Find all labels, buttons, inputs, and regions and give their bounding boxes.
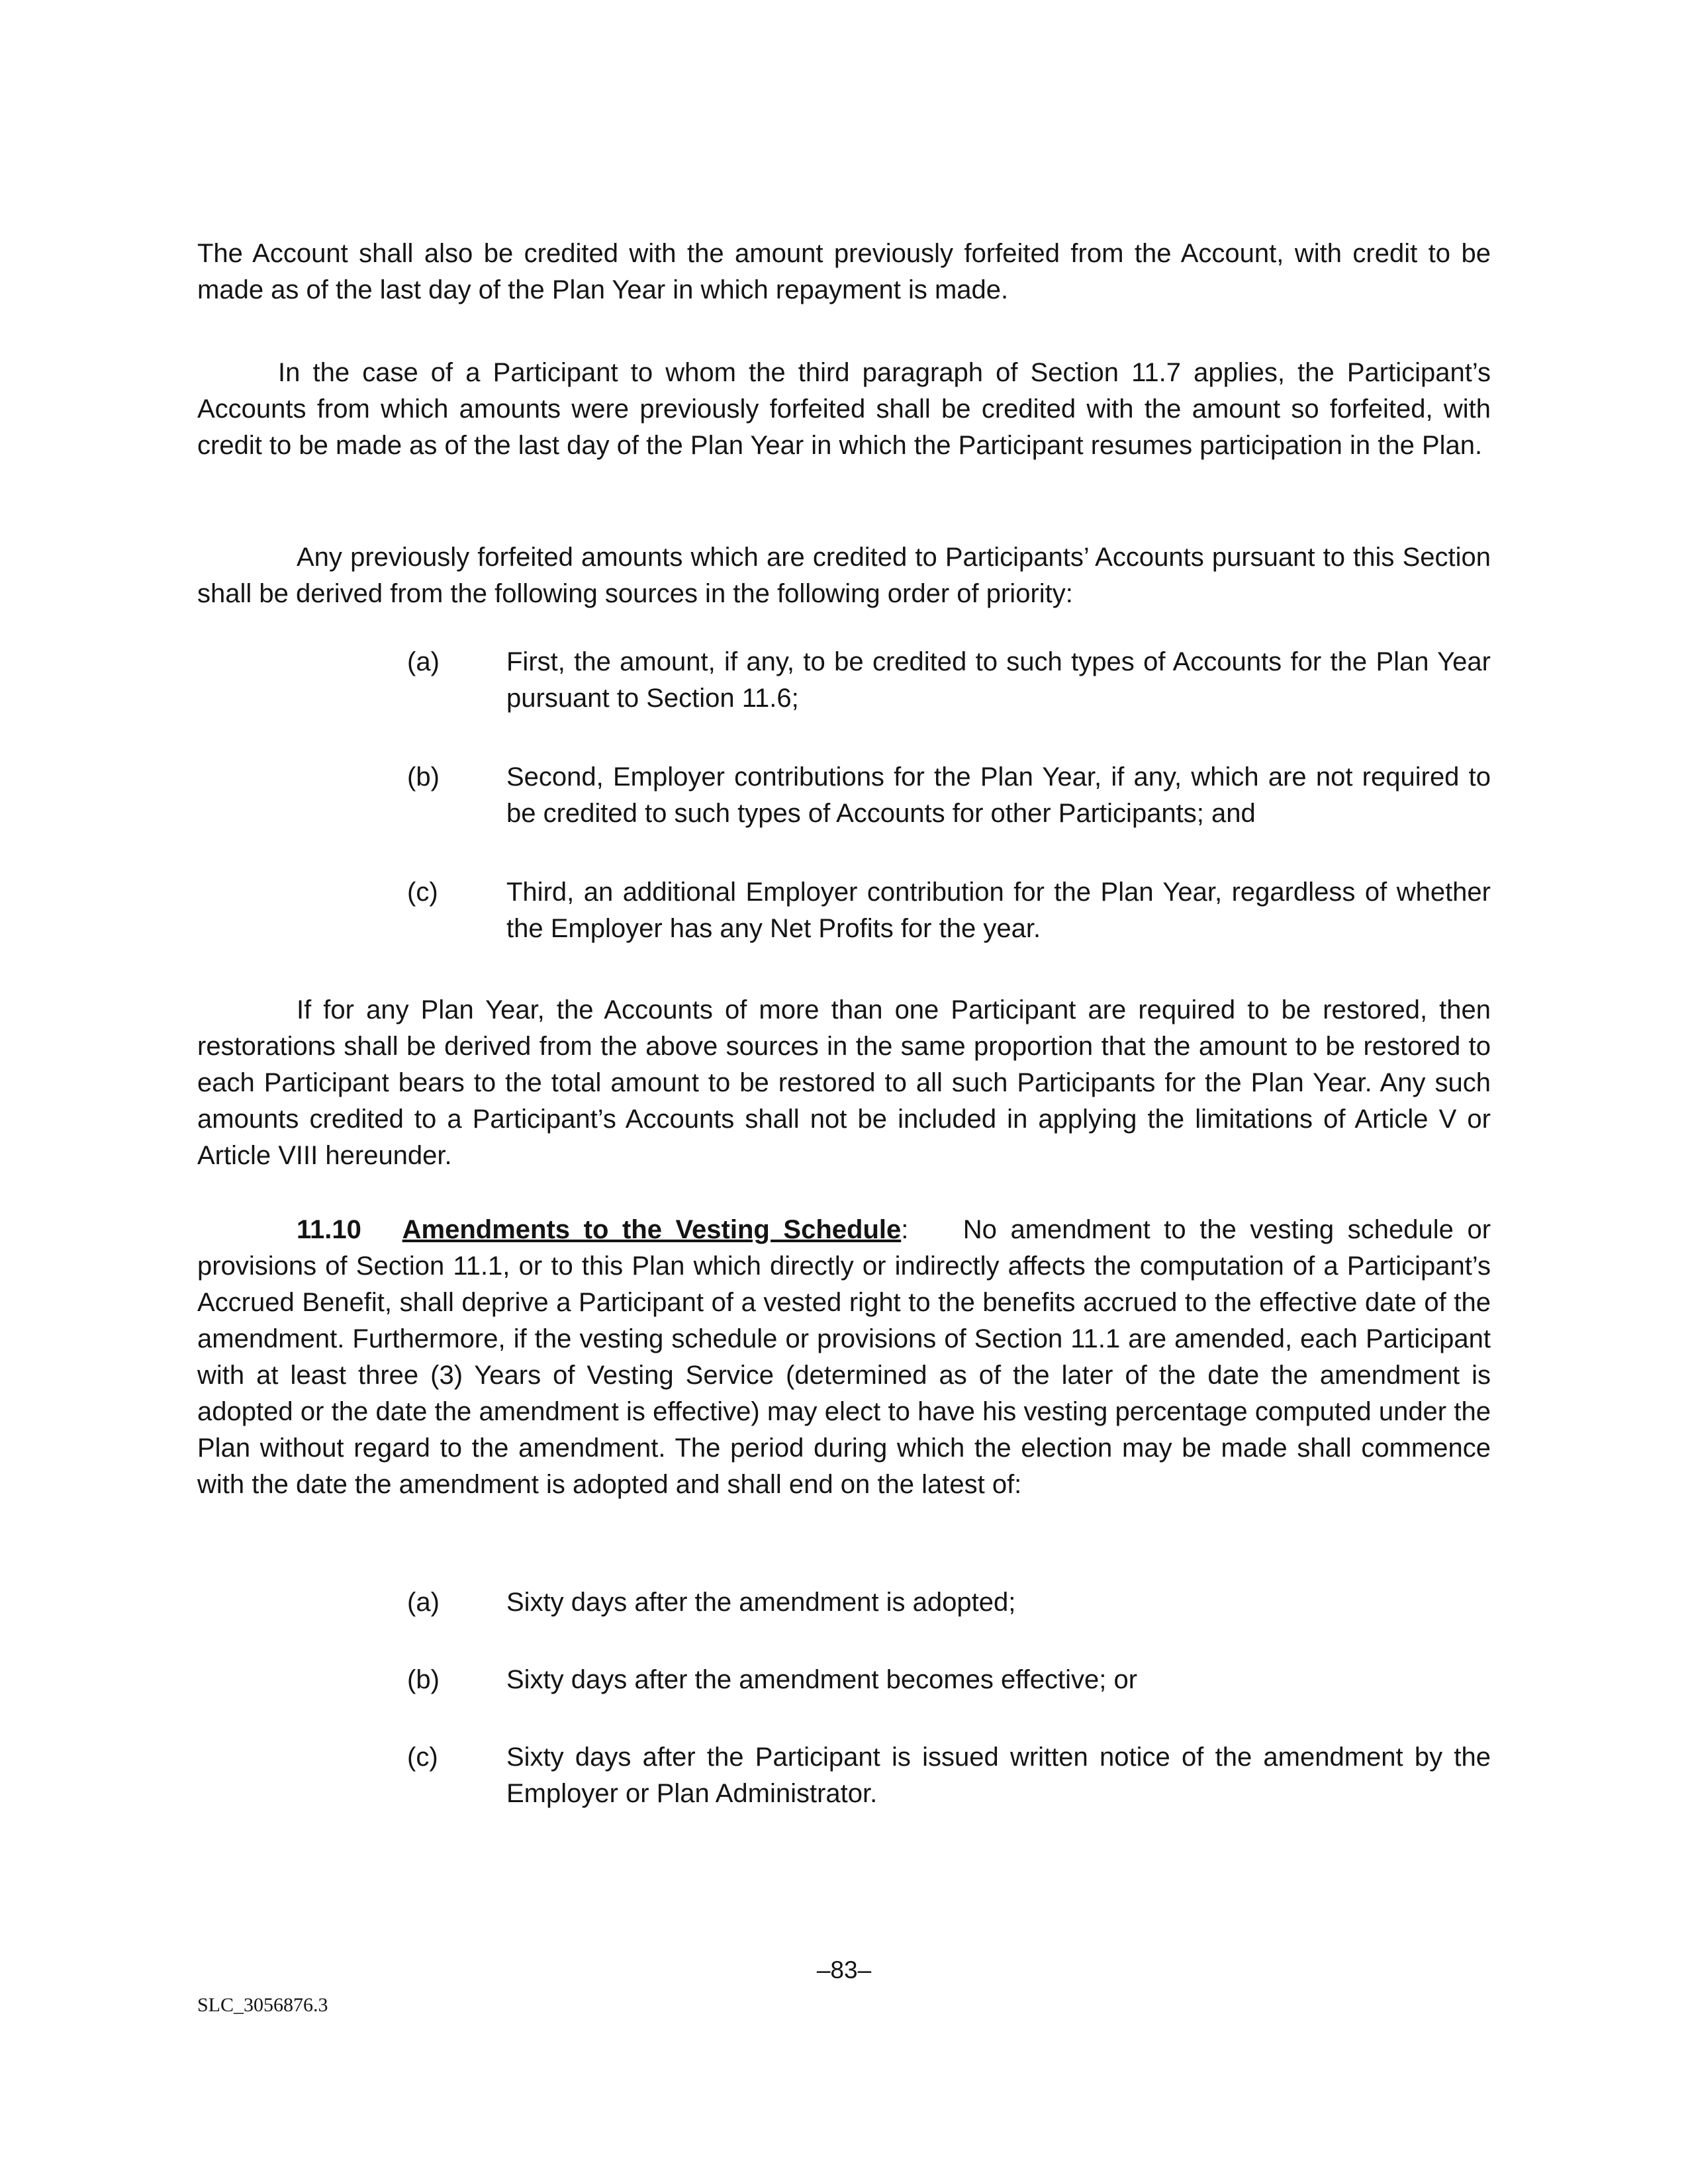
list-item-text: Sixty days after the Participant is issued written notice of the amendment by the Employer or Plan Administrator. bbox=[506, 1743, 1491, 1808]
section-body: No amendment to the vesting schedule or provisions of Section 11.1, or to this Plan which directly or indirectly affects the computation of a Participant’s Accrued Benefit, shall deprive a Participant of a vested right to the benefits accrued to the effective date of the amendment. Furthermore, if the vesting schedule or provisions of Section 11.1 are amended, each Participant with at least three (3) Years of Vesting Service (determined as of the later of the date the amendment is adopted or the date the amendment is effective) may elect to have his vesting percentage computed under the Plan without regard to the amendment. The period during which the election may be made shall commence with the date the amendment is adopted and shall end on the latest of: bbox=[197, 1215, 1491, 1499]
list-item-text: Second, Employer contributions for the Plan Year, if any, which are not required to be credited to such types of Accounts for other Participants; and bbox=[506, 762, 1491, 828]
list-item-label: (c) bbox=[407, 1743, 438, 1772]
list-item-text: Sixty days after the amendment becomes effective; or bbox=[506, 1665, 1138, 1694]
paragraph-text: The Account shall also be credited with the amount previously forfeited from the Account, with credit to be made as of the last day of the Plan Year in which repayment is made. bbox=[197, 239, 1491, 304]
paragraph-text: In the case of a Participant to whom the third paragraph of Section 11.7 applies, the Participant’s Accounts from which amounts were previously forfeited shall be credited with the amount so forfeited, with credit to be made as of the last day of the Plan Year in which the Participant resumes participation in the Plan. bbox=[197, 358, 1491, 460]
paragraph-text: Any previously forfeited amounts which are credited to Participants’ Accounts pursuant to this Section shall be derived from the following sources in the following order of priority: bbox=[197, 543, 1491, 608]
list-item-label: (a) bbox=[407, 647, 440, 676]
document-id: SLC_3056876.3 bbox=[197, 1994, 328, 2016]
paragraph-text: If for any Plan Year, the Accounts of more than one Participant are required to be restored, then restorations shall be derived from the above sources in the same proportion that the amount to be restored to each Participant bears to the total amount to be restored to all such Participants for the Plan Year. Any such amounts credited to a Participant’s Accounts shall not be included in applying the limitations of Article V or Article VIII hereunder. bbox=[197, 995, 1491, 1170]
paragraph-third-paragraph-case bbox=[197, 355, 1491, 464]
paragraph-account-credit bbox=[197, 236, 1491, 308]
list-item-text: First, the amount, if any, to be credited to such types of Accounts for the Plan Year pursuant to Section 11.6; bbox=[506, 647, 1491, 713]
paragraph-text bbox=[197, 1212, 1491, 1503]
section-colon: : bbox=[901, 1215, 909, 1244]
section-title: Amendments to the Vesting Schedule bbox=[402, 1215, 902, 1244]
section-number: 11.10 bbox=[297, 1215, 361, 1244]
list-item-label: (b) bbox=[407, 1665, 440, 1694]
list-item-text: Sixty days after the amendment is adopted; bbox=[506, 1588, 1016, 1617]
page-number: –83– bbox=[816, 1956, 872, 1983]
list-item-text: Third, an additional Employer contribution for the Plan Year, regardless of whether the Employer has any Net Profits for the year. bbox=[506, 878, 1491, 943]
section-11-10 bbox=[197, 1212, 1491, 1503]
list-item-label: (b) bbox=[407, 762, 440, 792]
paragraph-restorations bbox=[197, 992, 1491, 1174]
section-heading bbox=[297, 1215, 901, 1244]
list-item-label: (a) bbox=[407, 1588, 440, 1617]
list-item-label: (c) bbox=[407, 878, 438, 907]
paragraph-forfeited-sources bbox=[197, 539, 1491, 612]
